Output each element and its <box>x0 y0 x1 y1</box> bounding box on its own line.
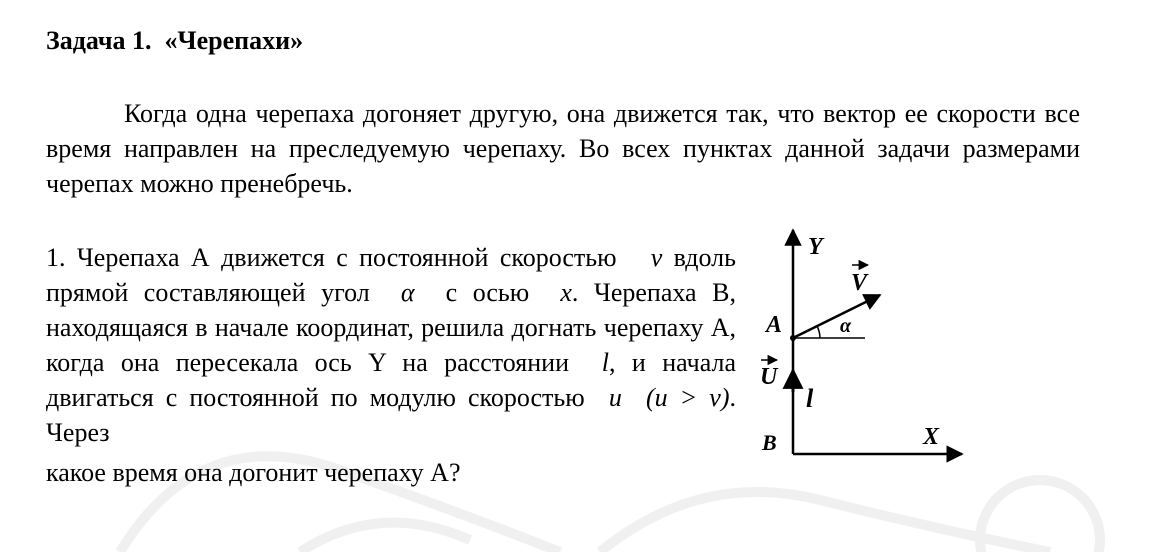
turtle-diagram <box>750 222 980 472</box>
problem-text-1: 1. Черепаха А движется с постоянной скоростью <box>46 243 617 272</box>
var-x: x <box>560 278 572 307</box>
var-alpha: α <box>400 278 415 307</box>
vector-u-label: U <box>760 364 778 390</box>
distance-label: l <box>806 384 814 413</box>
var-l: l <box>601 348 610 377</box>
vector-v-label: V <box>851 270 868 296</box>
point-b-label: B <box>762 430 777 455</box>
problem-text-2: вдоль прямой составляющей угол <box>46 243 737 307</box>
problem-text-6: . Через <box>46 383 736 447</box>
problem-text-3: с осью <box>445 278 530 307</box>
problem-paragraph <box>46 240 736 450</box>
problem-last-line: какое время она догонит черепаху А? <box>46 458 461 487</box>
problem-text-4: . Черепаха B, находящаяся в начале координат, решила догнать черепаху A, когда она пересекала ось Y на расстоянии <box>46 278 736 377</box>
vector-v-arrow <box>793 295 880 338</box>
var-u: u <box>608 383 622 412</box>
point-a-dot <box>790 335 796 341</box>
problem-text-5: , и начала двигаться с постоянной по модулю скоростью <box>46 348 737 412</box>
x-axis-label: X <box>923 424 940 450</box>
angle-arc <box>817 326 820 338</box>
y-axis-label: Y <box>808 234 823 260</box>
problem-title: Задача 1. «Черепахи» <box>46 26 304 55</box>
angle-label: α <box>840 315 852 337</box>
intro-paragraph: Когда одна черепаха догоняет другую, она движется так, что вектор ее скорости все время направлен на преследуемую черепаху. Во всех пунктах данной задачи размерами черепах можно пренебречь. <box>46 99 1080 198</box>
condition-u-gt-v: (u > v) <box>645 383 730 412</box>
point-a-label: A <box>766 312 783 338</box>
var-v: v <box>650 243 663 272</box>
